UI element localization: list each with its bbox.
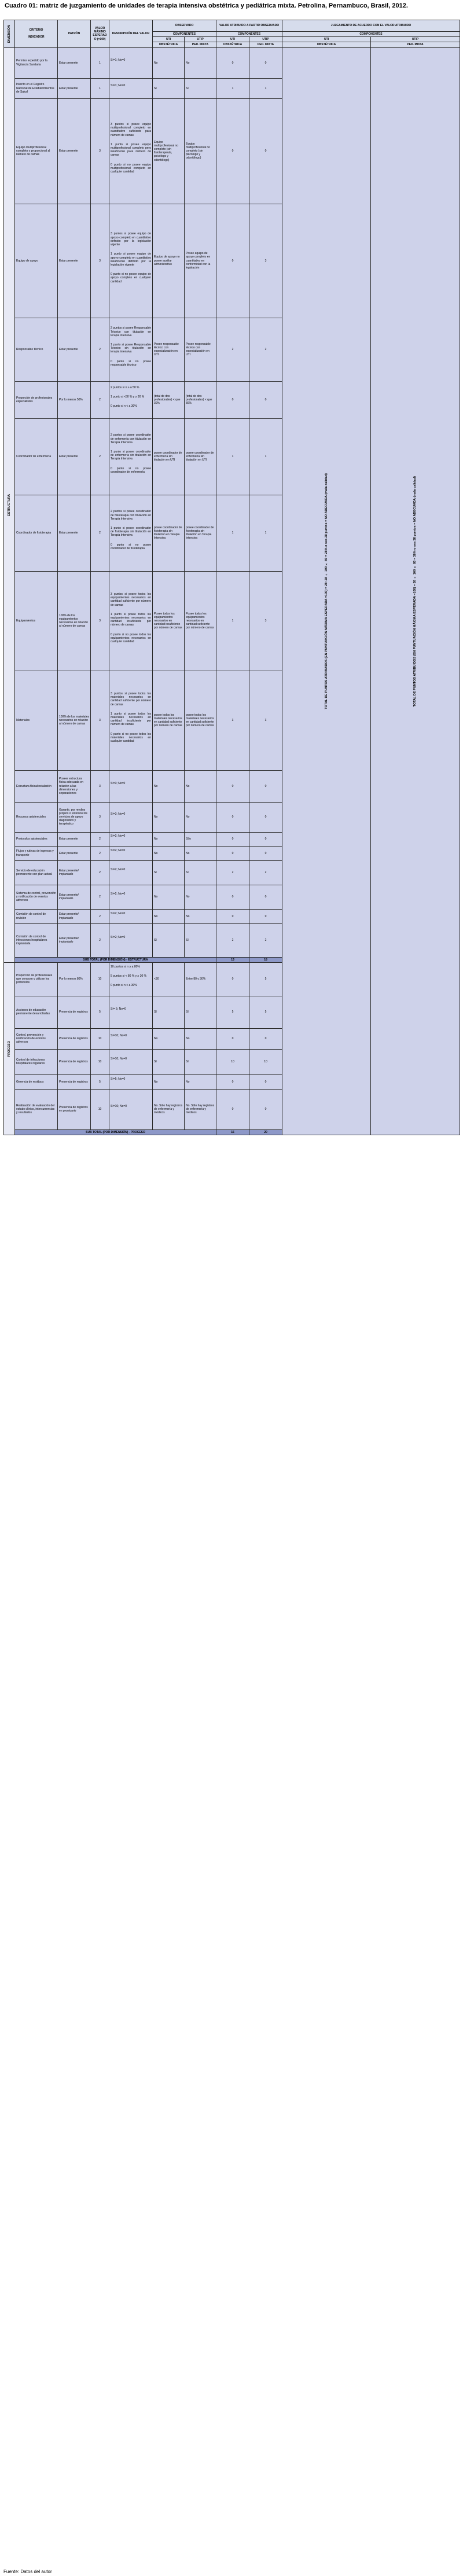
dimension-header: DIMENSIÓN xyxy=(4,20,15,48)
valor-maximo-cell: 1 xyxy=(91,47,109,78)
valor-maximo-cell: 10 xyxy=(91,1049,109,1074)
descripcion-line: Sí=2; No=0 xyxy=(111,911,126,915)
patron-cell: Presencia de registros xyxy=(58,996,91,1028)
patron-header: PATRÓN xyxy=(58,20,91,48)
judgment-matrix-table xyxy=(3,20,460,1135)
observado-ped-mixta-cell: (total de dos profesionales) < que 30% xyxy=(185,381,216,418)
valor-atribuido-header: VALOR ATRIBUIDO A PARTIR OBSERVADO xyxy=(216,20,282,32)
observado-obstetrica-cell: Posee responsable técnico con especialización en UTI xyxy=(153,318,185,381)
descripcion-line: 0 punto si no posee todos los equipamientos necesarios en cualquier cantidad xyxy=(111,632,151,644)
valor-maximo-cell: 2 xyxy=(91,495,109,571)
observado-ped-mixta-cell: posee coordinador de enfermería sin titulación en UTI xyxy=(185,418,216,495)
valor-ped-mixta-cell: 0 xyxy=(249,909,282,923)
observado-ped-mixta-cell: Sí xyxy=(185,996,216,1028)
observado-obstetrica-cell: No xyxy=(153,885,185,909)
descripcion-line: Sí=2; No=0 xyxy=(111,834,126,838)
descripcion-block xyxy=(111,892,151,896)
descripcion-line: 0 punto si no posee responsable técnico xyxy=(111,359,151,367)
valor-obstetrica-cell: 0 xyxy=(216,770,249,802)
valor-obstetrica-cell: 0 xyxy=(216,832,249,846)
observado-obstetrica-cell: Sí xyxy=(153,860,185,885)
descripcion-block xyxy=(111,58,151,62)
total-utip-text: TOTAL DE PUNTOS ATRIBUIDOS (EN PUNTUACIÓN MÁXIMA ESPERADA =100) = 38 ÷ 100 × 80 = 38% o sea 38 puntos = NO ADECUADA (mala calidad) xyxy=(413,476,417,706)
observado-ped-mixta-cell: No xyxy=(185,1074,216,1089)
valor-obstetrica-cell: 0 xyxy=(216,1028,249,1049)
descripcion-line: Sí=3; No=0 xyxy=(111,812,126,816)
observado-ped-mixta-cell: No xyxy=(185,885,216,909)
observado-ped-mixta-cell: Sí xyxy=(185,860,216,885)
observado-obstetrica-cell: No xyxy=(153,770,185,802)
uti-header: UTI xyxy=(282,37,371,42)
valor-maximo-cell: 2 xyxy=(91,860,109,885)
descripcion-cell xyxy=(109,802,153,832)
valor-ped-mixta-cell: 0 xyxy=(249,832,282,846)
descripcion-line: 2 puntos si posee coordinador de fisioterapia con titulación en Terapia Intensiva xyxy=(111,510,151,521)
observado-obstetrica-cell: No xyxy=(153,909,185,923)
valor-ped-mixta-cell: 3 xyxy=(249,204,282,318)
valor-obstetrica-cell: 2 xyxy=(216,318,249,381)
juzgamiento-header: JUZGAMIENTO DE ACUERDO CON EL VALOR ATRIBUIDO xyxy=(282,20,460,32)
valor-maximo-cell: 5 xyxy=(91,1074,109,1089)
descripcion-header: DESCRIPCIÓN DEL VALOR xyxy=(109,20,153,48)
valor-ped-mixta-cell: 0 xyxy=(249,381,282,418)
table-caption: Cuadro 01: matriz de juzgamiento de unidades de terapia intensiva obstétrica y pediátrica mixta. Petrolina, Pernambuco, Brasil, 2012. xyxy=(5,2,408,9)
indicador-cell: Protocolos asistenciales xyxy=(15,832,58,846)
descripcion-line: Sí=2; No=0 xyxy=(111,892,126,896)
subtotal-label: SUB TOTAL (POR DIMENSIÓN) - PROCESO xyxy=(15,1129,216,1135)
valor-obstetrica-cell: 0 xyxy=(216,98,249,204)
descripcion-block xyxy=(111,1105,151,1108)
descripcion-cell xyxy=(109,204,153,318)
descripcion-line: 0 punto si no posee coordinador de fisioterapia xyxy=(111,543,151,550)
valor-ped-mixta-cell: 2 xyxy=(249,318,282,381)
descripcion-cell xyxy=(109,671,153,770)
descripcion-cell xyxy=(109,1089,153,1129)
descripcion-cell xyxy=(109,571,153,671)
descripcion-block xyxy=(111,965,151,988)
patron-cell: Presencia de registros xyxy=(58,1028,91,1049)
observado-ped-mixta-cell: No xyxy=(185,47,216,78)
observado-ped-mixta-cell: Sí xyxy=(185,923,216,957)
observado-ped-mixta-cell: No xyxy=(185,909,216,923)
dimension-cell xyxy=(4,47,15,962)
obstetrica-header: OBSTÉTRICA xyxy=(282,42,371,47)
table-row xyxy=(4,47,460,78)
valor-maximo-cell: 2 xyxy=(91,909,109,923)
valor-obstetrica-cell: 0 xyxy=(216,885,249,909)
descripcion-line: 1 punto si posee todos los materiales necesarios en cantidad insuficiente por número de camas xyxy=(111,712,151,727)
valor-maximo-cell: 2 xyxy=(91,381,109,418)
valor-obstetrica-cell: 10 xyxy=(216,1049,249,1074)
indicador-cell: Coordinador de enfermería xyxy=(15,418,58,495)
descripcion-line: Sí=10; No=0 xyxy=(111,1057,127,1061)
uti-header: UTI xyxy=(216,37,249,42)
descripcion-line: 1 punto si posee equipo multiprofesional completo pero insuficiente para número de camas xyxy=(111,142,151,157)
observado-obstetrica-cell: posee coordinador de enfermería sin titulación en UTI xyxy=(153,418,185,495)
indicador-cell: Control, prevención y notificación de eventos adversos xyxy=(15,1028,58,1049)
valor-maximo-cell: 10 xyxy=(91,1089,109,1129)
subtotal-ped-mixta: 18 xyxy=(249,957,282,962)
observado-obstetrica-cell: (total de dos profesionales) < que 30% xyxy=(153,381,185,418)
patron-cell: Estar presente/ implantado xyxy=(58,885,91,909)
patron-cell: Estar presente xyxy=(58,418,91,495)
total-utip-cell xyxy=(371,47,460,1135)
observado-obstetrica-cell: No xyxy=(153,1074,185,1089)
obstetrica-header: OBSTÉTRICA xyxy=(153,42,185,47)
descripcion-block xyxy=(111,326,151,367)
valor-obstetrica-cell: 0 xyxy=(216,1074,249,1089)
descripcion-cell xyxy=(109,1074,153,1089)
valor-obstetrica-cell: 0 xyxy=(216,802,249,832)
valor-obstetrica-cell: 0 xyxy=(216,47,249,78)
indicador-cell: Sistema de control, prevención y notificación de eventos adversos xyxy=(15,885,58,909)
indicador-cell: Equipamientos xyxy=(15,571,58,671)
total-utio-cell xyxy=(282,47,371,1135)
observado-ped-mixta-cell: Sí xyxy=(185,78,216,98)
valor-maximo-cell: 10 xyxy=(91,962,109,996)
utip-header: UTIP xyxy=(185,37,216,42)
descripcion-line: Sí=2; No=0 xyxy=(111,868,126,871)
descripcion-block xyxy=(111,692,151,743)
descripcion-line: Sí=5; No=0 xyxy=(111,1077,126,1081)
descripcion-block xyxy=(111,84,151,87)
valor-ped-mixta-cell: 0 xyxy=(249,885,282,909)
valor-ped-mixta-cell: 0 xyxy=(249,770,282,802)
dimension-label: PROCESO xyxy=(7,1040,11,1057)
descripcion-block xyxy=(111,1007,151,1011)
valor-ped-mixta-cell: 0 xyxy=(249,1089,282,1129)
source-note: Fuente: Datos del autor xyxy=(3,2569,52,2574)
patron-cell: Por lo menos 80% xyxy=(58,962,91,996)
valor-ped-mixta-cell: 0 xyxy=(249,846,282,860)
descripcion-cell xyxy=(109,770,153,802)
descripcion-cell xyxy=(109,909,153,923)
descripcion-line: 1 punto si posee equipo de apoyo completo en cuantitativo insuficiente definido por la legislación vigente xyxy=(111,252,151,267)
descripcion-line: 2 puntos si n ≥ a 50 % xyxy=(111,385,139,389)
valor-ped-mixta-cell: 3 xyxy=(249,571,282,671)
patron-cell: Por lo menos 50% xyxy=(58,381,91,418)
descripcion-cell xyxy=(109,495,153,571)
ped-mixta-header: PED. MIXTA xyxy=(185,42,216,47)
descripcion-cell xyxy=(109,98,153,204)
descripcion-block xyxy=(111,510,151,550)
valor-maximo-cell: 2 xyxy=(91,318,109,381)
patron-cell: Estar presente xyxy=(58,846,91,860)
observado-obstetrica-cell: Sí xyxy=(153,1049,185,1074)
valor-obstetrica-cell: 0 xyxy=(216,204,249,318)
utip-header: UTIP xyxy=(249,37,282,42)
observado-ped-mixta-cell: No xyxy=(185,770,216,802)
valor-obstetrica-cell: 5 xyxy=(216,996,249,1028)
patron-cell: Presencia de registros xyxy=(58,1074,91,1089)
observado-ped-mixta-cell: No. Sólo hay registros de enfermería y médicos xyxy=(185,1089,216,1129)
indicador-cell: Permiso expedido por la Vigilancia Sanitaria xyxy=(15,47,58,78)
componentes-header-juzgamiento: COMPONENTES xyxy=(282,32,460,37)
valor-ped-mixta-cell: 0 xyxy=(249,1074,282,1089)
observado-ped-mixta-cell: Sí/o xyxy=(185,832,216,846)
subtotal-ped-mixta: 20 xyxy=(249,1129,282,1135)
patron-cell: Estar presente xyxy=(58,98,91,204)
valor-ped-mixta-cell: 2 xyxy=(249,923,282,957)
indicador-cell: Realización de evaluación del estado clínico, intercurrencias y resultados xyxy=(15,1089,58,1129)
valor-maximo-cell: 3 xyxy=(91,671,109,770)
descripcion-line: 3 puntos si posee todos los equipamientos necesarios en cantidad suficiente por número de camas xyxy=(111,592,151,607)
indicador-cell: Recursos asistenciales xyxy=(15,802,58,832)
descripcion-cell xyxy=(109,996,153,1028)
valor-ped-mixta-cell: 0 xyxy=(249,47,282,78)
observado-obstetrica-cell: No xyxy=(153,47,185,78)
observado-ped-mixta-cell: Posee todos los equipamientos necesarios en cantidad suficiente por número de camas xyxy=(185,571,216,671)
patron-cell: Presencia de registros en prontuario xyxy=(58,1089,91,1129)
descripcion-cell xyxy=(109,1028,153,1049)
valor-obstetrica-cell: 1 xyxy=(216,418,249,495)
patron-cell: Estar presente/ implantado xyxy=(58,923,91,957)
descripcion-line: 1 punto si posee coordinador de fisioterapia sin titulación en Terapia Intensiva xyxy=(111,526,151,538)
patron-cell: Estar presente/ implantado xyxy=(58,909,91,923)
valor-ped-mixta-cell: 0 xyxy=(249,802,282,832)
descripcion-line: Sí=2; No=0 xyxy=(111,936,126,939)
descripcion-line: 0 punto si no posee coordinador de enfermería xyxy=(111,466,151,474)
descripcion-block xyxy=(111,433,151,474)
observado-ped-mixta-cell: Posee equipo de apoyo completo en cuantitativo en conformidad con la legislación xyxy=(185,204,216,318)
descripcion-line: 0 punto si no posee todos los materiales necesarios en cualquier cantidad xyxy=(111,732,151,744)
valor-obstetrica-cell: 0 xyxy=(216,909,249,923)
valor-obstetrica-cell: 1 xyxy=(216,78,249,98)
observado-obstetrica-cell: Sí xyxy=(153,996,185,1028)
valor-obstetrica-cell: 1 xyxy=(216,495,249,571)
descripcion-cell xyxy=(109,832,153,846)
patron-cell: Poseer estructura física adecuada en relación a las dimensiones y separaciones xyxy=(58,770,91,802)
descripcion-line: 0 punto si no posee equipo de apoyo completo en cualquier cantidad xyxy=(111,273,151,284)
indicador-cell: Servicio de educación permanente con plan actual xyxy=(15,860,58,885)
descripcion-line: 0 punto si n < a 30% xyxy=(111,984,137,988)
descripcion-line: 1 punto si posee Responsable Técnico sin titulación en terapia intensiva xyxy=(111,343,151,354)
valor-obstetrica-cell: 3 xyxy=(216,671,249,770)
valor-maximo-header: VALOR MÁXIMO ESPERADO (=100) xyxy=(91,20,109,48)
descripcion-line: 5 puntos si < 80 % y ≥ 30 % xyxy=(111,974,147,978)
indicador-cell: Responsable técnico xyxy=(15,318,58,381)
valor-ped-mixta-cell: 1 xyxy=(249,78,282,98)
valor-obstetrica-cell: 2 xyxy=(216,860,249,885)
patron-cell: 100% de los materiales necesarios en relación al número de camas xyxy=(58,671,91,770)
valor-ped-mixta-cell: 2 xyxy=(249,860,282,885)
descripcion-line: 2 puntos si posee coordinador de enfermería con titulación en Terapia Intensiva xyxy=(111,433,151,444)
observado-ped-mixta-cell: No xyxy=(185,1028,216,1049)
valor-obstetrica-cell: 0 xyxy=(216,846,249,860)
observado-obstetrica-cell: posee coordinador de fisioterapia sin titulación en Terapia Intensiva xyxy=(153,495,185,571)
valor-maximo-cell: 1 xyxy=(91,78,109,98)
subtotal-label: SUB TOTAL (POR DIMENSIÓN) - ESTRUCTURA xyxy=(15,957,216,962)
componentes-header-valor: COMPONENTES xyxy=(216,32,282,37)
observado-obstetrica-cell: No xyxy=(153,802,185,832)
observado-obstetrica-cell: No xyxy=(153,1028,185,1049)
descripcion-line: 0 punto si n < a 30% xyxy=(111,404,137,409)
observado-obstetrica-cell: No. Sólo hay registros de enfermería y médicos xyxy=(153,1089,185,1129)
descripcion-line: Sí= 5; No=0 xyxy=(111,1007,126,1011)
indicador-cell: Comisión de control de revisión xyxy=(15,909,58,923)
descripcion-cell xyxy=(109,885,153,909)
descripcion-block xyxy=(111,1034,151,1037)
observado-ped-mixta-cell: Entre 80 y 30% xyxy=(185,962,216,996)
uti-header: UTI xyxy=(153,37,185,42)
observado-ped-mixta-cell: posee coordinador de fisioterapia sin titulación en Terapia Intensiva xyxy=(185,495,216,571)
observado-ped-mixta-cell: Posee responsable técnico con especialización en UTI xyxy=(185,318,216,381)
valor-ped-mixta-cell: 5 xyxy=(249,962,282,996)
subtotal-obstetrica: 15 xyxy=(216,1129,249,1135)
observado-obstetrica-cell: Equipo multiprofesional no completo (sin fisioterapeuta, psicólogo y odontólogo) xyxy=(153,98,185,204)
valor-maximo-cell: 3 xyxy=(91,98,109,204)
valor-maximo-cell: 5 xyxy=(91,996,109,1028)
observado-obstetrica-cell: No xyxy=(153,832,185,846)
descripcion-block xyxy=(111,593,151,643)
descripcion-line: Sí=10; No=0 xyxy=(111,1034,127,1038)
patron-cell: Presencia de registros xyxy=(58,1049,91,1074)
observado-ped-mixta-cell: Sí xyxy=(185,1049,216,1074)
descripcion-block xyxy=(111,1057,151,1061)
descripcion-cell xyxy=(109,923,153,957)
descripcion-block xyxy=(111,782,151,785)
valor-maximo-cell: 2 xyxy=(91,885,109,909)
observado-header: OBSERVADO xyxy=(153,20,216,32)
indicador-cell: Gerencia de residuos xyxy=(15,1074,58,1089)
patron-cell: Estar presente xyxy=(58,204,91,318)
descripcion-cell xyxy=(109,962,153,996)
descripcion-line: 1 punto si <50 % y ≥ 30 % xyxy=(111,395,145,399)
descripcion-cell xyxy=(109,860,153,885)
valor-maximo-cell: 2 xyxy=(91,418,109,495)
descripcion-line: 3 puntos si posee equipo de apoyo completo en cuantitativo definido por la legislación vigente xyxy=(111,232,151,247)
valor-ped-mixta-cell: 1 xyxy=(249,495,282,571)
descripcion-line: 0 punto si no posee equipo multiprofesional completo en cualquier cantidad xyxy=(111,163,151,174)
indicador-cell: Equipo de apoyo xyxy=(15,204,58,318)
observado-ped-mixta-cell: Equipo multiprofesional no completo (sin psicólogo y odontólogo) xyxy=(185,98,216,204)
descripcion-cell xyxy=(109,846,153,860)
indicador-cell: Acciones de educación permanente desarrolladas xyxy=(15,996,58,1028)
observado-obstetrica-cell: Posee todos los equipamientos necesarios en cantidad insuficiente por número de camas xyxy=(153,571,185,671)
valor-maximo-cell: 3 xyxy=(91,770,109,802)
patron-cell: Estar presente xyxy=(58,318,91,381)
descripcion-line: 1 punto si posee todos los equipamientos necesarios en cantidad insuficiente por número de camas xyxy=(111,612,151,627)
criterio-header: CRITERIO INDICADOR xyxy=(15,20,58,48)
descripcion-line: Sí=3; No=0 xyxy=(111,781,126,785)
descripcion-cell xyxy=(109,78,153,98)
descripcion-cell xyxy=(109,318,153,381)
indicador-cell: Equipo multiprofesional completo y proporcional al número de camas xyxy=(15,98,58,204)
valor-obstetrica-cell: 1 xyxy=(216,571,249,671)
patron-cell: Estar presente xyxy=(58,832,91,846)
descripcion-block xyxy=(111,936,151,939)
descripcion-line: Sí=10; No=0 xyxy=(111,1105,127,1109)
descripcion-block xyxy=(111,123,151,174)
valor-ped-mixta-cell: 0 xyxy=(249,1028,282,1049)
valor-ped-mixta-cell: 0 xyxy=(249,98,282,204)
ped-mixta-header: PED. MIXTA xyxy=(371,42,460,47)
descripcion-line: 1 punto si posee coordinador de enfermería sin titulación en Terapia Intensiva xyxy=(111,450,151,461)
patron-cell: Estar presente xyxy=(58,47,91,78)
valor-ped-mixta-cell: 10 xyxy=(249,1049,282,1074)
indicador-cell: Inscrito en el Registro Nacional de Establecimientos de Salud xyxy=(15,78,58,98)
descripcion-cell xyxy=(109,1049,153,1074)
patron-cell: Estar presente xyxy=(58,495,91,571)
patron-cell: Estar presente xyxy=(58,78,91,98)
descripcion-line: 10 puntos si n ≥ a 80% xyxy=(111,965,140,969)
descripcion-line: Sí=2; No=0 xyxy=(111,848,126,852)
observado-obstetrica-cell: No xyxy=(153,846,185,860)
utip-header: UTIP xyxy=(371,37,460,42)
componentes-header-observado: COMPONENTES xyxy=(153,32,216,37)
observado-ped-mixta-cell: No xyxy=(185,846,216,860)
descripcion-block xyxy=(111,834,151,838)
valor-obstetrica-cell: 0 xyxy=(216,381,249,418)
valor-maximo-cell: 2 xyxy=(91,846,109,860)
descripcion-block xyxy=(111,868,151,871)
descripcion-line: Sí=1; No=0 xyxy=(111,83,126,87)
descripcion-cell xyxy=(109,381,153,418)
observado-obstetrica-cell: Sí xyxy=(153,923,185,957)
descripcion-block xyxy=(111,232,151,283)
descripcion-line: 3 puntos si posee todos los materiales necesarios en cantidad suficiente por número de camas xyxy=(111,691,151,706)
dimension-cell xyxy=(4,962,15,1135)
observado-ped-mixta-cell: posee todos los materiales necesarios en cantidad suficiente por número de camas xyxy=(185,671,216,770)
indicador-cell: Proporción de profesionales especialistas xyxy=(15,381,58,418)
descripcion-line: Sí=1; No=0 xyxy=(111,58,126,62)
patron-cell: Estar presente/ implantado xyxy=(58,860,91,885)
observado-obstetrica-cell: posee todos los materiales necesarios en cantidad suficiente por número de camas xyxy=(153,671,185,770)
valor-maximo-cell: 3 xyxy=(91,204,109,318)
observado-obstetrica-cell: Sí xyxy=(153,78,185,98)
valor-maximo-cell: 3 xyxy=(91,571,109,671)
indicador-cell: Flujos y rutinas de ingresos y transporte xyxy=(15,846,58,860)
indicador-cell: Control de infecciones hospitalares regulares xyxy=(15,1049,58,1074)
patron-cell: 100% de los equipamientos necesarios en relación al número de camas xyxy=(58,571,91,671)
valor-obstetrica-cell: 0 xyxy=(216,962,249,996)
descripcion-block xyxy=(111,812,151,816)
descripcion-block xyxy=(111,912,151,915)
observado-obstetrica-cell: Equipo de apoyo no posee auxiliar administrativo xyxy=(153,204,185,318)
indicador-cell: Comisión de control de infecciones hospitalares implantada xyxy=(15,923,58,957)
valor-maximo-cell: 2 xyxy=(91,923,109,957)
subtotal-obstetrica: 13 xyxy=(216,957,249,962)
patron-cell: Garantir, por medios propios o externos los servicios de apoyo diagnóstico y terapéutico xyxy=(58,802,91,832)
descripcion-cell xyxy=(109,418,153,495)
valor-obstetrica-cell: 2 xyxy=(216,923,249,957)
valor-ped-mixta-cell: 3 xyxy=(249,671,282,770)
descripcion-line: 3 puntos si posee equipo multiprofesional completo en cuantitativo suficiente para número de camas xyxy=(111,122,151,137)
indicador-cell: Proporción de profesionales que conocen y utilizan los protocolos xyxy=(15,962,58,996)
descripcion-line: 2 puntos si posee Responsable Técnico con titulación en terapia intensiva xyxy=(111,326,151,337)
descripcion-block xyxy=(111,386,151,409)
valor-maximo-cell: 2 xyxy=(91,832,109,846)
valor-ped-mixta-cell: 1 xyxy=(249,418,282,495)
indicador-cell: Estructura física/instalación xyxy=(15,770,58,802)
dimension-label: ESTRUCTURA xyxy=(7,494,11,516)
observado-ped-mixta-cell: No xyxy=(185,802,216,832)
indicador-cell: Materiales xyxy=(15,671,58,770)
valor-maximo-cell: 3 xyxy=(91,802,109,832)
ped-mixta-header: PED. MIXTA xyxy=(249,42,282,47)
descripcion-cell xyxy=(109,47,153,78)
indicador-cell: Coordinador de fisioterapia xyxy=(15,495,58,571)
descripcion-block xyxy=(111,1077,151,1081)
valor-ped-mixta-cell: 5 xyxy=(249,996,282,1028)
observado-obstetrica-cell: <30 xyxy=(153,962,185,996)
total-utio-text: TOTAL DE PUNTOS ATRIBUIDOS (EN PUNTUACIÓN MÁXIMA ESPERADA =100) = 28: 28 ÷ 100 × 80 = 28% o sea 28 puntos = NO ADECUADA (mala calidad) xyxy=(324,473,328,709)
obstetrica-header: OBSTÉTRICA xyxy=(216,42,249,47)
valor-obstetrica-cell: 0 xyxy=(216,1089,249,1129)
valor-maximo-cell: 10 xyxy=(91,1028,109,1049)
descripcion-block xyxy=(111,849,151,852)
